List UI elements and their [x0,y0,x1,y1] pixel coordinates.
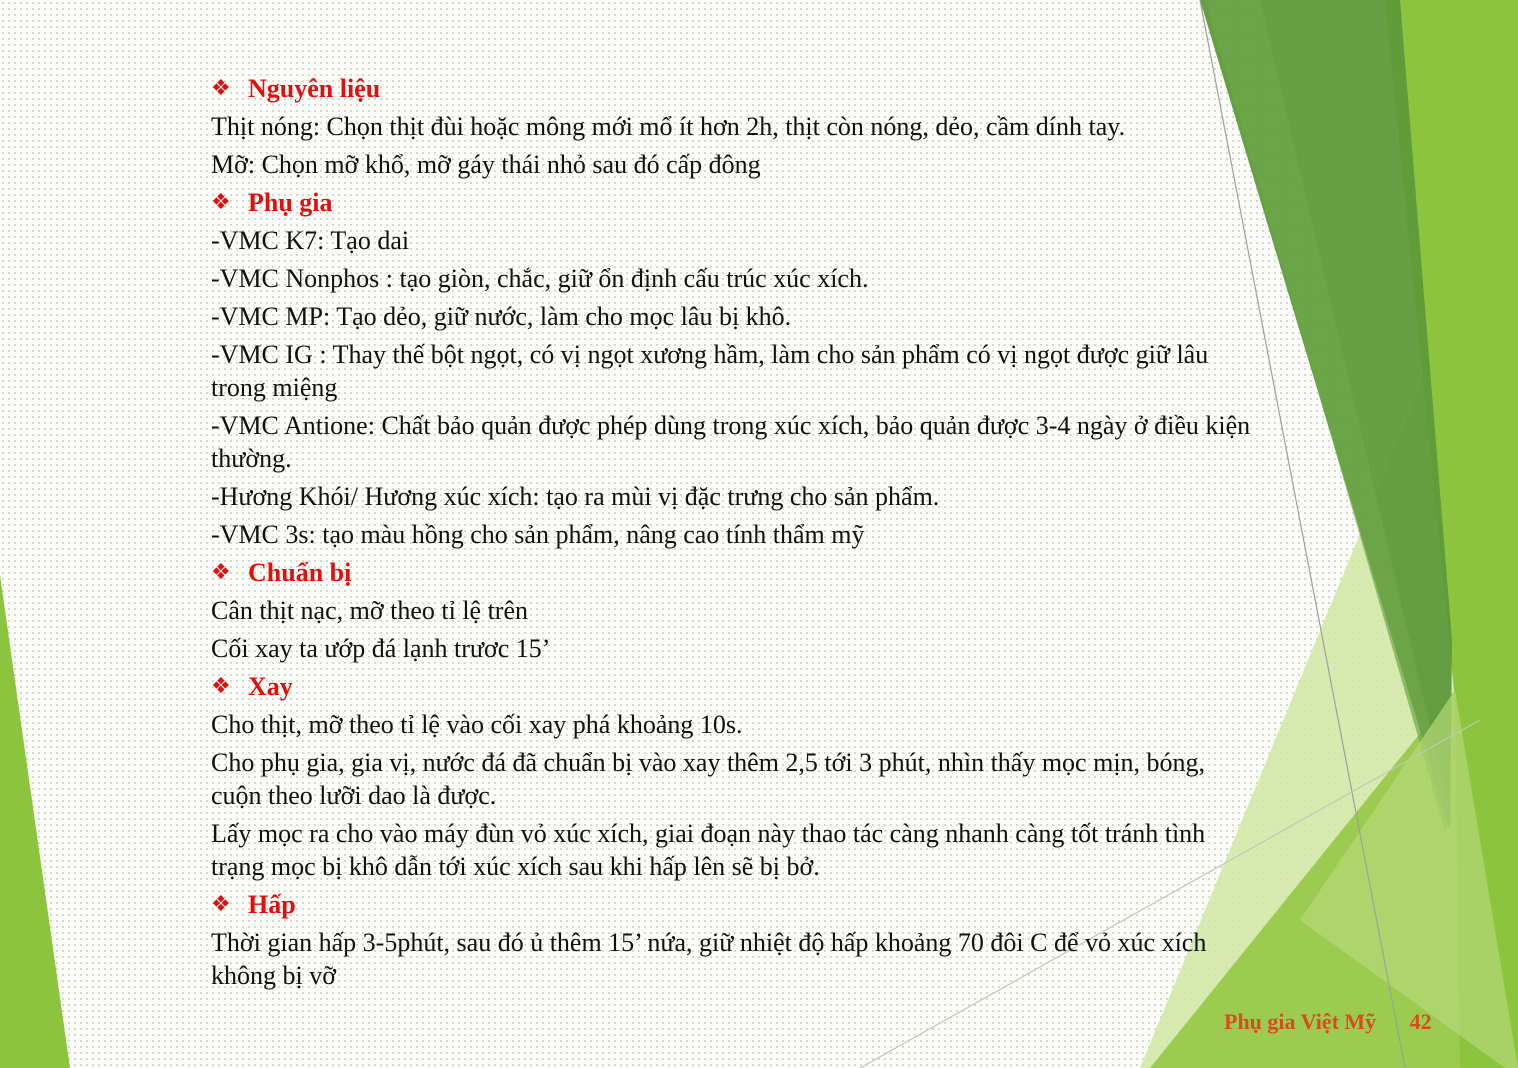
body-line: Cho phụ gia, gia vị, nước đá đã chuẩn bị vào xay thêm 2,5 tới 3 phút, nhìn thấy mọc mịn, bóng, cuộn theo lưỡi dao là được. [211,748,1206,810]
section-heading-text: Nguyên liệu [248,74,381,103]
body-line: Thịt nóng: Chọn thịt đùi hoặc mông mới mổ ít hơn 2h, thịt còn nóng, dẻo, cầm dính tay. [211,112,1126,141]
body-line: -VMC IG : Thay thế bột ngọt, có vị ngọt xương hầm, làm cho sản phẩm có vị ngọt được giữ lâu trong miệng [211,340,1209,402]
footer-brand: Phụ gia Việt Mỹ [1224,1009,1377,1034]
section-heading-text: Phụ gia [248,188,333,217]
slide-content [211,72,1261,997]
diamond-bullet-icon: ❖ [211,560,231,585]
section-heading [211,186,1261,219]
diamond-bullet-icon: ❖ [211,674,231,699]
left-green-triangle [0,575,70,1068]
diamond-bullet-icon: ❖ [211,190,231,215]
body-line: -VMC K7: Tạo dai [211,226,410,255]
section-heading-text: Chuẩn bị [248,558,352,587]
body-line: -VMC MP: Tạo dẻo, giữ nước, làm cho mọc lâu bị khô. [211,302,792,331]
body-line: Thời gian hấp 3-5phút, sau đó ủ thêm 15’ nứa, giữ nhiệt độ hấp khoảng 70 đôi C để vỏ xúc xích không bị vỡ [211,928,1207,990]
body-line: Cân thịt nạc, mỡ theo tỉ lệ trên [211,596,529,625]
diamond-bullet-icon: ❖ [211,892,231,917]
body-line: Cối xay ta ướp đá lạnh trươc 15’ [211,634,551,663]
body-line: -VMC Nonphos : tạo giòn, chắc, giữ ổn định cấu trúc xúc xích. [211,264,869,293]
slide-footer [1224,1009,1432,1035]
section-heading [211,72,1261,105]
body-line: -VMC 3s: tạo màu hồng cho sản phẩm, nâng cao tính thẩm mỹ [211,520,865,549]
section-heading-text: Xay [248,672,293,701]
section-heading [211,556,1261,589]
page-number: 42 [1409,1009,1432,1034]
body-line: -Hương Khói/ Hương xúc xích: tạo ra mùi vị đặc trưng cho sản phẩm. [211,482,940,511]
body-line: Cho thịt, mỡ theo tỉ lệ vào cối xay phá khoảng 10s. [211,710,743,739]
diamond-bullet-icon: ❖ [211,76,231,101]
section-heading [211,888,1261,921]
body-line: Mỡ: Chọn mỡ khổ, mỡ gáy thái nhỏ sau đó cấp đông [211,150,761,179]
body-line: Lấy mọc ra cho vào máy đùn vỏ xúc xích, giai đoạn này thao tác càng nhanh càng tốt tránh tình trạng mọc bị khô dẫn tới xúc xích sau khi hấp lên sẽ bị bở. [211,819,1206,881]
section-heading-text: Hấp [248,890,296,919]
section-heading [211,670,1261,703]
body-line: -VMC Antione: Chất bảo quản được phép dùng trong xúc xích, bảo quản được 3-4 ngày ở điều kiện thường. [211,411,1251,473]
